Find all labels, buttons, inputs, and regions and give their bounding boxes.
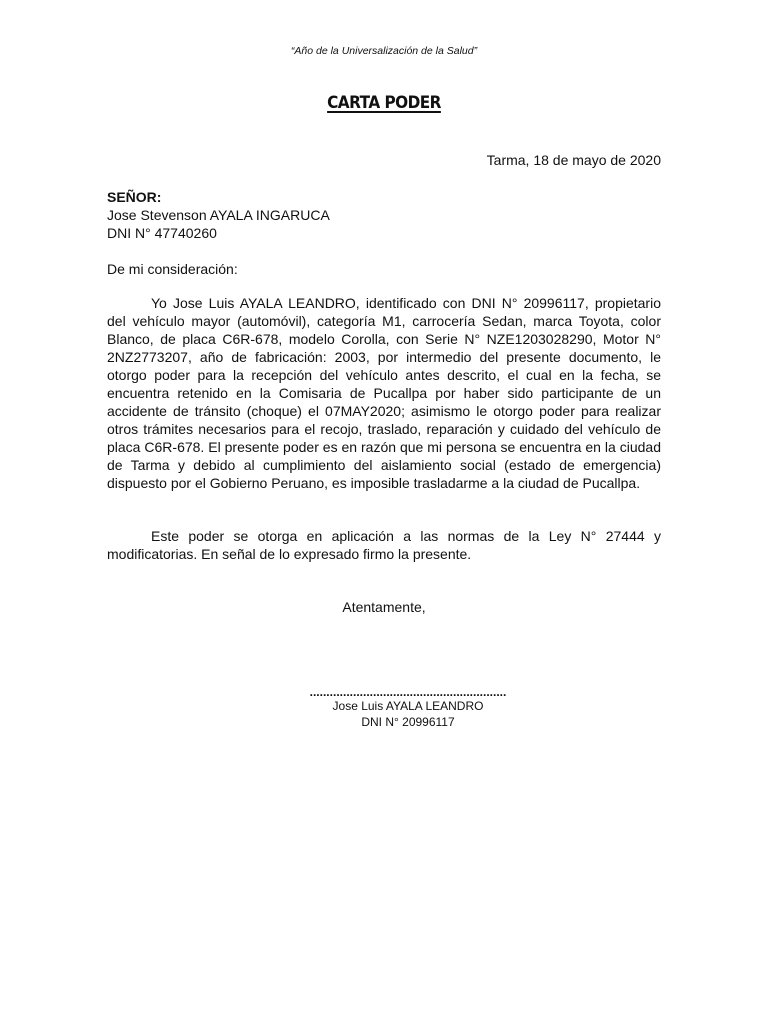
body-paragraph-2: Este poder se otorga en aplicación a las normas de la Ley N° 27444 y modificatorias. En señal de lo expresado firmo la presente.: [107, 528, 661, 562]
signature-block: [298, 686, 518, 730]
addressee-dni: DNI N° 47740260: [107, 225, 217, 241]
document-title: [38, 93, 729, 113]
signer-dni: DNI N° 20996117: [361, 715, 455, 729]
addressee-label: SEÑOR:: [107, 189, 162, 205]
salutation: De mi consideración:: [107, 261, 238, 277]
place-date: Tarma, 18 de mayo de 2020: [486, 152, 661, 168]
body-paragraph-1: Yo Jose Luis AYALA LEANDRO, identificado con DNI N° 20996117, propietario del vehículo mayor (automóvil), categoría M1, carrocería Sedan, marca Toyota, color Blanco, de placa C6R-678, modelo Corolla, con Serie N° NZE1203028290, Motor N° 2NZ2773207, año de fabricación: 2003, por intermedio del presente documento, le otorgo poder para la recepción del vehículo antes descrito, el cual en la fecha, se encuentra retenido en la Comisaria de Pucallpa por haber sido participante de un accidente de tránsito (choque) el 07MAY2020; asimismo le otorgo poder para realizar otros trámites necesarios para el recojo, traslado, reparación y cuidado del vehículo de placa C6R-678. El presente poder es en razón que mi persona se encuentra en la ciudad de Tarma y debido al cumplimiento del aislamiento social (estado de emergencia) dispuesto por el Gobierno Peruano, es imposible trasladarme a la ciudad de Pucallpa.: [107, 295, 661, 491]
addressee-block: [107, 188, 330, 242]
addressee-name: Jose Stevenson AYALA INGARUCA: [107, 207, 330, 223]
signature-line: ...........................................................: [309, 686, 507, 698]
signer-name: Jose Luis AYALA LEANDRO: [332, 699, 484, 713]
closing: Atentamente,: [342, 599, 426, 615]
year-motto: “Año de la Universalización de la Salud”: [290, 45, 478, 57]
document-title-text: CARTA PODER: [327, 93, 441, 113]
